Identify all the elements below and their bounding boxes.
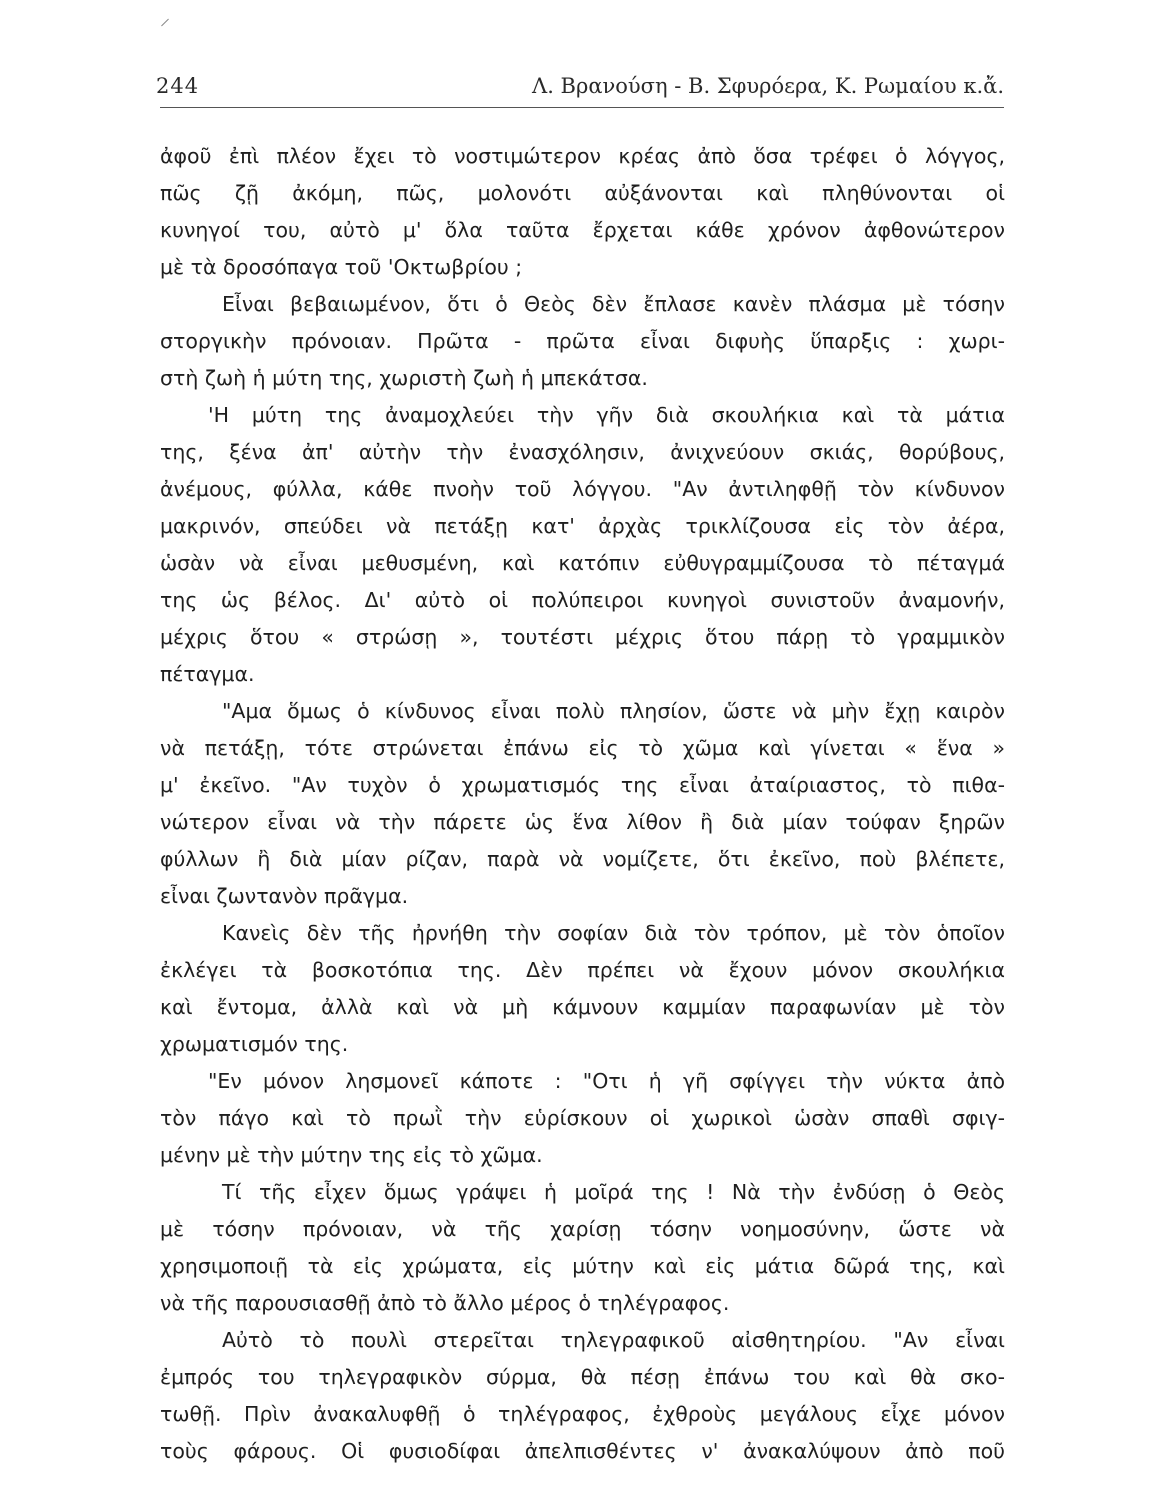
text-line: "Εν μόνον λησμονεῖ κάποτε : "Οτι ἡ γῆ σφίγγει τὴν νύκτα ἀπὸ [208, 1069, 1005, 1093]
text-line: τὸν πάγο καὶ τὸ πρωῒ τὴν εὑρίσκουν οἱ χωρικοὶ ὡσὰν σπαθὶ σφιγ- [160, 1106, 1005, 1130]
text-line: ἐκλέγει τὰ βοσκοτόπια της. Δὲν πρέπει νὰ ἔχουν μόνον σκουλήκια [160, 958, 1005, 982]
text-line: ἀνέμους, φύλλα, κάθε πνοὴν τοῦ λόγγου. "Αν ἀντιληφθῇ τὸν κίνδυνον [160, 477, 1005, 501]
text-line: μὲ τόσην πρόνοιαν, νὰ τῆς χαρίσῃ τόσην νοημοσύνην, ὥστε νὰ [160, 1217, 1005, 1241]
text-line: μακρινόν, σπεύδει νὰ πετάξῃ κατ' ἀρχὰς τρικλίζουσα εἰς τὸν ἀέρα, [160, 514, 1005, 538]
text-line: στὴ ζωὴ ἡ μύτη της, χωριστὴ ζωὴ ἡ μπεκάτσα. [160, 366, 648, 390]
text-line: νὰ τῆς παρουσιασθῇ ἀπὸ τὸ ἄλλο μέρος ὁ τηλέγραφος. [160, 1291, 730, 1315]
text-line: της, ξένα ἀπ' αὐτὴν τὴν ἐνασχόλησιν, ἀνιχνεύουν σκιάς, θορύβους, [160, 440, 1005, 464]
text-line: της ὡς βέλος. Δι' αὐτὸ οἱ πολύπειροι κυνηγοὶ συνιστοῦν ἀναμονήν, [160, 588, 1005, 612]
text-line: πῶς ζῇ ἀκόμη, πῶς, μολονότι αὐξάνονται καὶ πληθύνονται οἱ [160, 181, 1005, 205]
text-line: ὡσὰν νὰ εἶναι μεθυσμένη, καὶ κατόπιν εὐθυγραμμίζουσα τὸ πέταγμά [160, 551, 1005, 575]
text-line: μέχρις ὅτου « στρώσῃ », τουτέστι μέχρις ὅτου πάρῃ τὸ γραμμικὸν [160, 625, 1005, 649]
text-line: κυνηγοί του, αὐτὸ μ' ὅλα ταῦτα ἔρχεται κάθε χρόνον ἀφθονώτερον [160, 218, 1005, 242]
text-line: Κανεὶς δὲν τῆς ἠρνήθη τὴν σοφίαν διὰ τὸν τρόπον, μὲ τὸν ὁποῖον [222, 921, 1005, 945]
text-line: τοὺς φάρους. Οἱ φυσιοδίφαι ἀπελπισθέντες ν' ἀνακαλύψουν ἀπὸ ποῦ [160, 1439, 1005, 1463]
body-text [160, 138, 1005, 1470]
scan-mark [161, 19, 169, 27]
text-line: ἐμπρός του τηλεγραφικὸν σύρμα, θὰ πέσῃ ἐπάνω του καὶ θὰ σκο- [160, 1365, 1005, 1389]
text-line: στοργικὴν πρόνοιαν. Πρῶτα - πρῶτα εἶναι διφυὴς ὕπαρξις : χωρι- [160, 329, 1005, 353]
text-line: πέταγμα. [160, 662, 255, 686]
text-line: νώτερον εἶναι νὰ τὴν πάρετε ὡς ἕνα λίθον ἢ διὰ μίαν τούφαν ξηρῶν [160, 810, 1005, 834]
running-head: Λ. Βρανούση - Β. Σφυρόερα, Κ. Ρωμαίου κ.ἄ. [532, 74, 1004, 98]
text-line: Αὐτὸ τὸ πουλὶ στερεῖται τηλεγραφικοῦ αἰσθητηρίου. "Αν εἶναι [222, 1328, 1005, 1352]
text-line: χρησιμοποιῇ τὰ εἰς χρώματα, εἰς μύτην καὶ εἰς μάτια δῶρά της, καὶ [160, 1254, 1005, 1278]
page-header [156, 72, 1004, 106]
text-line: μένην μὲ τὴν μύτην της εἰς τὸ χῶμα. [160, 1143, 543, 1167]
text-line: νὰ πετάξῃ, τότε στρώνεται ἐπάνω εἰς τὸ χῶμα καὶ γίνεται « ἕνα » [160, 736, 1005, 760]
text-line: Τί τῆς εἶχεν ὅμως γράψει ἡ μοῖρά της ! Νὰ τὴν ἐνδύσῃ ὁ Θεὸς [222, 1180, 1005, 1204]
text-line: χρωματισμόν της. [160, 1032, 349, 1056]
text-line: φύλλων ἢ διὰ μίαν ρίζαν, παρὰ νὰ νομίζετε, ὅτι ἐκεῖνο, ποὺ βλέπετε, [160, 847, 1005, 871]
text-line: ἀφοῦ ἐπὶ πλέον ἔχει τὸ νοστιμώτερον κρέας ἀπὸ ὅσα τρέφει ὁ λόγγος, [160, 144, 1005, 168]
text-line: Εἶναι βεβαιωμένον, ὅτι ὁ Θεὸς δὲν ἔπλασε κανὲν πλάσμα μὲ τόσην [222, 292, 1005, 316]
text-line: μ' ἐκεῖνο. "Αν τυχὸν ὁ χρωματισμός της εἶναι ἀταίριαστος, τὸ πιθα- [160, 773, 1005, 797]
text-line: εἶναι ζωντανὸν πρᾶγμα. [160, 884, 409, 908]
text-line: καὶ ἔντομα, ἀλλὰ καὶ νὰ μὴ κάμνουν καμμίαν παραφωνίαν μὲ τὸν [160, 995, 1005, 1019]
text-line: 'Η μύτη της ἀναμοχλεύει τὴν γῆν διὰ σκουλήκια καὶ τὰ μάτια [208, 403, 1005, 427]
header-rule [160, 107, 1004, 108]
text-line: μὲ τὰ δροσόπαγα τοῦ 'Οκτωβρίου ; [160, 255, 523, 279]
page-number: 244 [156, 74, 200, 98]
text-line: "Αμα ὅμως ὁ κίνδυνος εἶναι πολὺ πλησίον, ὥστε νὰ μὴν ἔχῃ καιρὸν [222, 699, 1005, 723]
text-line: τωθῇ. Πρὶν ἀνακαλυφθῇ ὁ τηλέγραφος, ἐχθροὺς μεγάλους εἶχε μόνον [160, 1402, 1005, 1426]
